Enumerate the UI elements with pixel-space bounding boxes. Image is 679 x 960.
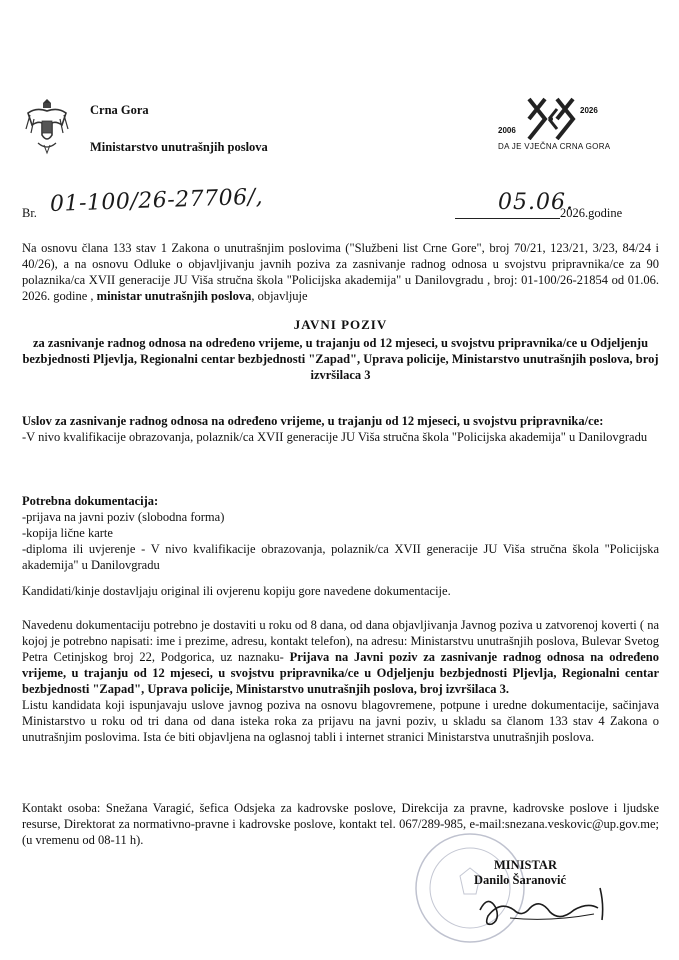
signatory-name: Danilo Šaranović <box>474 873 567 887</box>
logo-year-end: 2026 <box>580 106 598 115</box>
documentation-section <box>22 493 659 573</box>
header-ministry: Ministarstvo unutrašnjih poslova <box>90 140 268 154</box>
submission-section <box>22 617 659 745</box>
document-title: JAVNI POZIV <box>293 317 388 332</box>
condition-text: -V nivo kvalifikacije obrazovanja, polaznik/ca XVII generacije JU Viša stručna škola "Policijska akademija" u Danilovgradu <box>22 430 648 444</box>
logo-year-start: 2006 <box>498 126 516 135</box>
reference-label: Br. <box>22 206 37 220</box>
documentation-item: -prijava na javni poziv (slobodna forma) <box>22 510 225 524</box>
date-handwritten: 05.06. <box>498 190 574 215</box>
coat-of-arms-icon <box>22 95 72 157</box>
candidates-note: Kandidati/kinje dostavljaju original ili ovjerenu kopiju gore navedene dokumentacije. <box>22 584 451 598</box>
header-country: Crna Gora <box>90 103 149 117</box>
condition-section <box>22 413 659 445</box>
submission-text-a: Navedenu dokumentaciju potrebno je dostaviti u roku od 8 dana, od dana objavljivanja Javnog poziva u zatvorenoj koverti ( na kojoj je potrebno napisati: ime i prezime, adresu, kontakt telefon), na adresu: Ministarstvu unutrašnjih poslova, Bulevar Svetog Petra Cetinjskog broj 22, Podgorica, uz naznaku- <box>22 618 659 664</box>
intro-paragraph <box>22 240 659 304</box>
reference-number-handwritten: 01-100/26-27706/, <box>49 184 264 217</box>
submission-text-bold: Prijava na Javni poziv za zasnivanje radnog odnosa na određeno vrijeme, u trajanju od 12 mjeseci, u svojstvu pripravnika/ce u Odjeljenju bezbjednosti Pljevlja, Regionalni centar bezbjednosti "Zapad", Uprava policije, Ministarstvo unutrašnjih poslova, broj izvršilaca 3. <box>22 650 660 696</box>
contact-paragraph: Kontakt osoba: Snežana Varagić, šefica Odsjeka za kadrovske poslove, Direkcija za pravne, kadrovske poslove i ljudske resurse, Direktorat za normativno-pravne i kadrovske poslove, kontakt tel. 067/289-985, e-mail:snezana.veskovic@up.gov.me; (u vremenu od 08-11 h). <box>22 801 659 847</box>
signatory-title: MINISTAR <box>494 858 557 872</box>
documentation-item: -diploma ili uvjerenje - V nivo kvalifikacije obrazovanja, polaznik/ca XVII generacije JU Viša stručna škola "Policijska akademija" u Danilovgradu <box>22 542 659 572</box>
intro-text-bold: ministar unutrašnjih poslova <box>96 289 252 303</box>
logo-tagline: DA JE VJEČNA CRNA GORA <box>498 142 611 151</box>
condition-heading: Uslov za zasnivanje radnog odnosa na određeno vrijeme, u trajanju od 12 mjeseci, u svojstvu pripravnika/ce: <box>22 414 604 428</box>
documentation-heading: Potrebna dokumentacija: <box>22 494 159 508</box>
intro-text-a: Na osnovu člana 133 stav 1 Zakona o unutrašnjim poslovima ("Službeni list Crne Gore", broj 70/21, 123/21, 3/23, 84/24 i 40/26), a na osnovu Odluke o objavljivanju javnih poziva za zasnivanje radnog odnosa u svojstvu pripravnika/ce za 90 polaznika/ca XVII generacije JU Viša stručna škola "Policijska akademija" u Danilovgradu , broj: 01-100/26-21854 od 01.06. 2026. godine , <box>22 241 659 303</box>
handwritten-signature-icon <box>470 880 620 940</box>
documentation-item: -kopija lične karte <box>22 526 113 540</box>
submission-list-text: Listu kandidata koji ispunjavaju uslove javnog poziva na osnovu blagovremene, potpune i uredne dokumentacije, sačinjava Ministarstvo u roku od tri dana od dana isteka roka za prijavu na javni poziv, u skladu sa članom 133 stav 4 Zakona o unutrašnjim poslovima. Ista će biti objavljena na oglasnoj tabli i internet stranici Ministarstva unutrašnjih poslova. <box>22 698 659 744</box>
document-subtitle: za zasnivanje radnog odnosa na određeno vrijeme, u trajanju od 12 mjeseci, u svojstvu pripravnika/ce u Odjeljenju bezbjednosti Pljevlja, Regionalni centar bezbjednosti "Zapad", Uprava policije, Ministarstvo unutrašnjih poslova, broj izvršilaca 3 <box>22 336 659 382</box>
intro-text-b: , objavljuje <box>251 289 308 303</box>
date-suffix: 2026.godine <box>560 206 623 220</box>
date-underline <box>455 218 560 219</box>
